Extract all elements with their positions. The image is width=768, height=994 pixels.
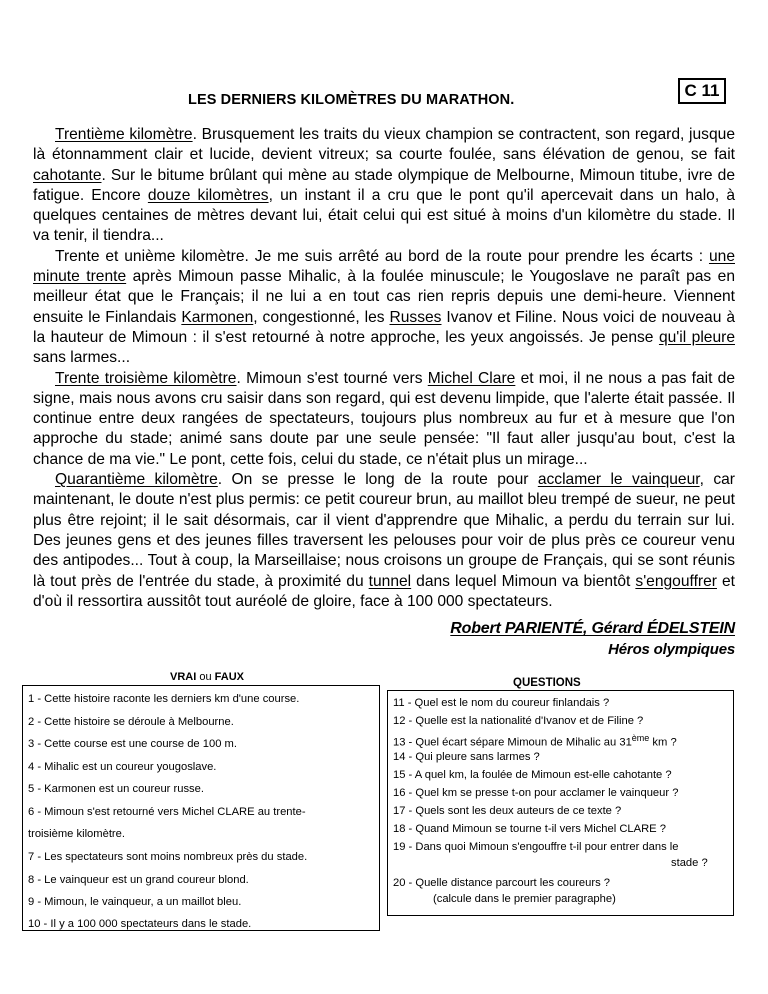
underlined-phrase: Quarantième kilomètre xyxy=(55,471,218,489)
underlined-phrase: s'engouffrer xyxy=(635,572,717,590)
underlined-phrase: tunnel xyxy=(368,572,412,590)
paragraph-2 xyxy=(33,247,735,369)
statement-3: 3 - Cette course est une course de 100 m. xyxy=(28,738,237,750)
question-18: 18 - Quand Mimoun se tourne t-il vers Michel CLARE ? xyxy=(393,823,666,835)
underlined-phrase: Trentième kilomètre xyxy=(55,126,193,143)
question-11: 11 - Quel est le nom du coureur finlandais ? xyxy=(393,697,610,709)
true-label: VRAI xyxy=(170,671,197,683)
statement-6-continued: troisième kilomètre. xyxy=(28,828,125,840)
question-13 xyxy=(393,733,677,749)
paragraph-1 xyxy=(33,125,735,247)
underlined-phrase: qu'il pleure xyxy=(658,328,735,346)
question-15: 15 - A quel km, la foulée de Mimoun est-elle cahotante ? xyxy=(393,769,672,781)
underlined-phrase: acclamer le vainqueur xyxy=(537,471,700,489)
story-text xyxy=(33,125,735,612)
statement-4: 4 - Mihalic est un coureur yougoslave. xyxy=(28,761,217,773)
question-13-text: 13 - Quel écart sépare Mimoun de Mihalic au 31 xyxy=(393,736,632,749)
underlined-phrase: Trente troisième kilomètre xyxy=(55,369,237,387)
page-title: LES DERNIERS KILOMÈTRES DU MARATHON. xyxy=(188,92,515,108)
question-19-continued: stade ? xyxy=(671,857,708,869)
text-run: , congestionné, les xyxy=(253,308,390,326)
question-20-hint: (calcule dans le premier paragraphe) xyxy=(433,893,616,905)
or-label: ou xyxy=(199,671,212,683)
text-run: Ivanov et Filine. Nous voici de nouveau à la hauteur de Mimoun : il s'est retourné à notre approche, les yeux angoissés. Je pense xyxy=(33,308,736,346)
question-16: 16 - Quel km se presse t-on pour acclamer le vainqueur ? xyxy=(393,787,679,799)
underlined-phrase: Russes xyxy=(389,308,442,326)
text-run: dans lequel Mimoun va bientôt xyxy=(411,572,636,590)
book-title: Héros olympiques xyxy=(608,641,735,658)
text-run: , un instant il a cru que le pont qu'il apercevait dans un halo, à quelques centaines de mètres devant lui, était celui qui est situé à moins d'un kilomètre du stade. Il va tenir, il tiendra... xyxy=(33,186,735,245)
question-17: 17 - Quels sont les deux auteurs de ce texte ? xyxy=(393,805,622,817)
question-13-end: km ? xyxy=(649,736,677,749)
true-false-heading xyxy=(170,671,244,683)
question-14: 14 - Qui pleure sans larmes ? xyxy=(393,751,540,763)
sheet-code-badge: C 11 xyxy=(678,78,726,104)
text-run: , car maintenant, le doute n'est plus permis: ce petit coureur brun, au maillot bleu trempé de sueur, ne peut plus être rejoint; il le sait désormais, car il vient d'apprendre que Mihalic, a perdu du terrain sur lui. Des jeunes gens et des jeunes filles traversent les pelouses pour voir de plus près ce coureur venu des antipodes... Tout à coup, la Marseillaise; nous croisons un groupe de Français, qui se sont réunis là tout près de l'entrée du stade, à proximité du xyxy=(33,471,735,590)
true-false-box xyxy=(22,685,380,931)
statement-6: 6 - Mimoun s'est retourné vers Michel CLARE au trente- xyxy=(28,806,306,818)
question-19: 19 - Dans quoi Mimoun s'engouffre t-il pour entrer dans le xyxy=(393,841,679,853)
question-12: 12 - Quelle est la nationalité d'Ivanov et de Filine ? xyxy=(393,715,644,727)
text-run: et moi, il ne nous a pas fait de signe, mais nous avons cru saisir dans son regard, qui est devenu limpide, que l'alerte était passée. Il continue entre deux rangées de spectateurs, toujours plus nombreux au fur et à mesure que l'on approche du stade; animé sans doute par une seule pensée: "Il faut aller jusqu'au bout, c'est la chance de ma vie." Le pont, cette fois, celui du stade, ce n'était plus un mirage... xyxy=(33,369,735,468)
underlined-phrase: une minute trente xyxy=(33,247,735,286)
ordinal-suffix: ème xyxy=(631,733,650,743)
statement-8: 8 - Le vainqueur est un grand coureur blond. xyxy=(28,874,249,886)
underlined-phrase: Michel Clare xyxy=(427,369,516,387)
statement-7: 7 - Les spectateurs sont moins nombreux près du stade. xyxy=(28,851,308,863)
false-label: FAUX xyxy=(214,671,244,683)
questions-box xyxy=(387,690,734,916)
underlined-phrase: cahotante xyxy=(33,166,102,184)
text-run: et d'où il ressortira aussitôt tout auréolé de gloire, face à 100 000 spectateurs. xyxy=(33,572,735,610)
text-run: après Mimoun passe Mihalic, à la foulée minuscule; le Yougoslave ne paraît pas en meilleur état que le Français; il ne lui a en tout cas rien repris depuis une demi-heure. Viennent ensuite le Finlandais xyxy=(33,268,736,326)
text-run: . Brusquement les traits du vieux champion se contractent, son regard, jusque là étonnamment clair et lucide, devient vitreux; sa courte foulée, sans élévation de genou, se fait xyxy=(33,126,735,164)
statement-1: 1 - Cette histoire raconte les derniers km d'une course. xyxy=(28,693,300,705)
underlined-phrase: Karmonen xyxy=(181,308,254,326)
question-20: 20 - Quelle distance parcourt les coureurs ? xyxy=(393,877,611,889)
questions-heading: QUESTIONS xyxy=(513,677,581,689)
paragraph-4 xyxy=(33,470,735,612)
text-run: sans larmes... xyxy=(33,349,131,367)
text-run: . Sur le bitume brûlant qui mène au stade olympique de Melbourne, Mimoun titube, ivre de fatigue. Encore xyxy=(33,166,735,204)
statement-10: 10 - Il y a 100 000 spectateurs dans le stade. xyxy=(28,918,252,930)
text-run: . Mimoun s'est tourné vers xyxy=(236,369,428,387)
underlined-phrase: douze kilomètres xyxy=(147,186,269,204)
text-run: . On se presse le long de la route pour xyxy=(217,471,538,489)
text-run: Trente et unième kilomètre. Je me suis arrêté au bord de la route pour prendre les écarts : xyxy=(55,247,709,265)
statement-9: 9 - Mimoun, le vainqueur, a un maillot bleu. xyxy=(28,896,242,908)
statement-2: 2 - Cette histoire se déroule à Melbourne. xyxy=(28,716,234,728)
paragraph-3 xyxy=(33,369,735,470)
authors-credit: Robert PARIENTÉ, Gérard ÉDELSTEIN xyxy=(450,620,735,637)
statement-5: 5 - Karmonen est un coureur russe. xyxy=(28,783,204,795)
